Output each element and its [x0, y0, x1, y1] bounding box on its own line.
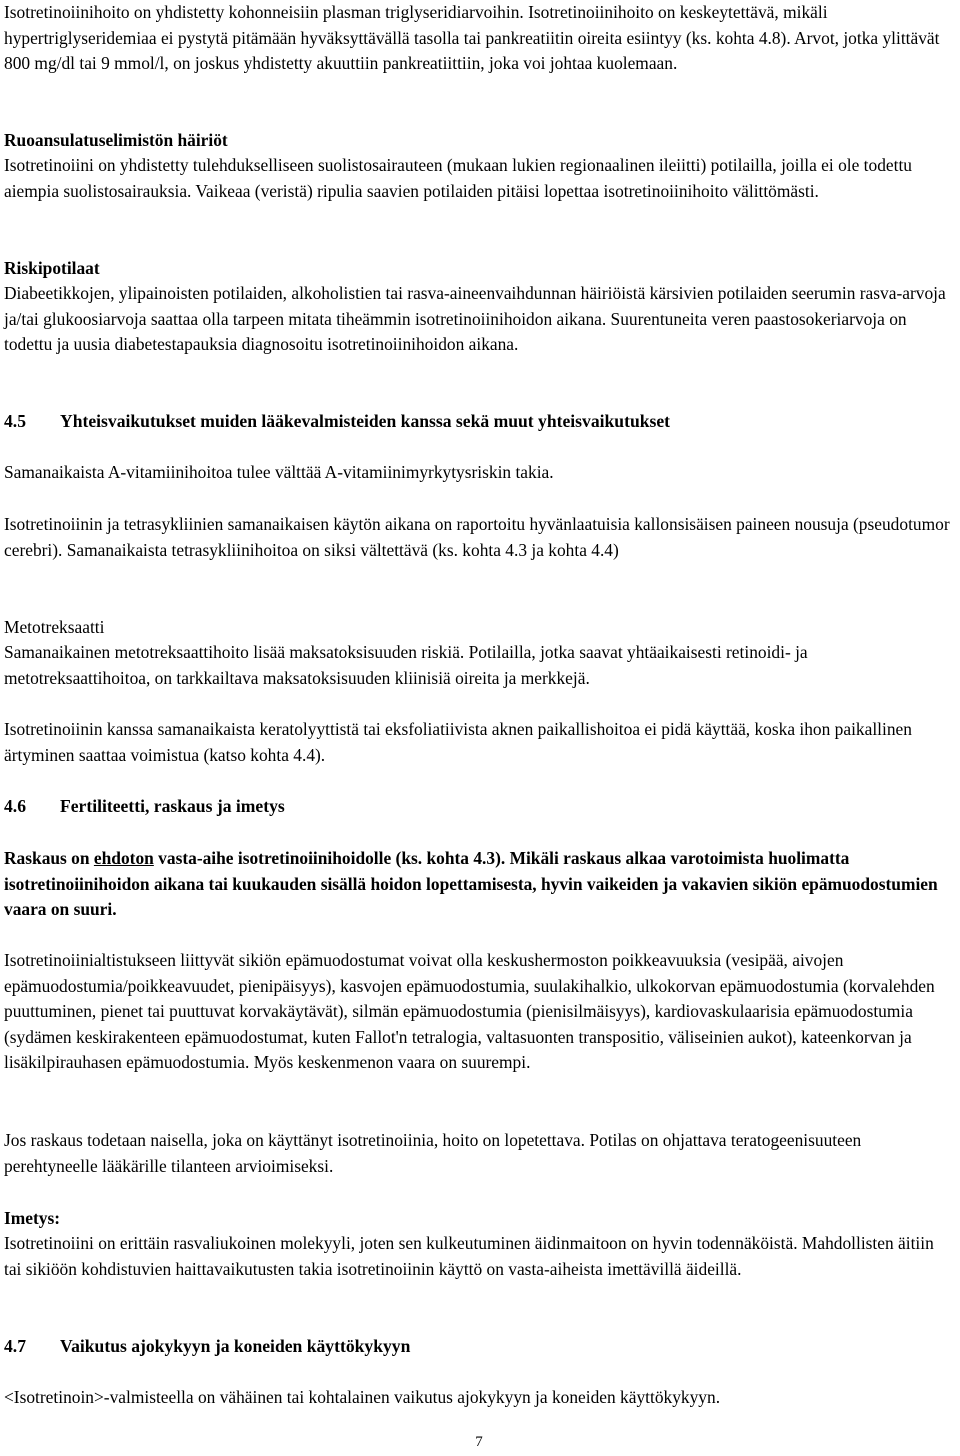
paragraph-risk-patients: Diabeetikkojen, ylipainoisten potilaiden, alkoholistien tai rasva-aineenvaihdunnan häiriöistä kärsivien potilaiden seerumin rasva-arvoja ja/tai glukoosiarvoja saattaa olla tarpeen mitata tiheämmin isotretinoiinihoidon aikana. Suurentuneita veren paastosokeriarvoja on todettu ja uusia diabetestapauksia diagnosoitu isotretinoiinihoidon aikana. — [4, 283, 946, 355]
paragraph-methotrexate: Samanaikainen metotreksaattihoito lisää maksatoksisuuden riskiä. Potilailla, jotka saavat yhtäaikaisesti retinoidi- ja metotreksaattihoitoa, on tarkkailtava maksatoksisuuden kliinisiä oireita ja merkkejä. — [4, 642, 808, 688]
section-number: 4.6 — [4, 796, 26, 816]
section-number: 4.7 — [4, 1336, 26, 1356]
paragraph-pregnancy-detected: Jos raskaus todetaan naisella, joka on käyttänyt isotretinoiinia, hoito on lopetettava. Potilas on ohjattava teratogeenisuuteen perehtyneelle lääkärille tilanteen arvioimiseksi. — [4, 1130, 862, 1176]
heading-lactation: Imetys: — [4, 1208, 61, 1228]
heading-risk-patients: Riskipotilaat — [4, 258, 100, 278]
section-heading-4-5 — [4, 409, 954, 435]
paragraph-malformations: Isotretinoiinialtistukseen liittyvät sikiön epämuodostumat voivat olla keskushermoston poikkeavuuksia (vesipää, aivojen epämuodostumia/poikkeavuudet, pienipäisyys), kasvojen epämuodostumia, suulakihalkio, ulkokorvan epämuodostumia (korvalehden puuttuminen, pienet tai puuttuvat korvakäytävät), silmän epämuodostumia (pienisilmäisyys), kardiovaskulaarisia epämuodostumia (sydämen keskirakenteen epämuodostumat, kuten Fallot'n tetralogia, valtasuonten transpositio, väliseinien aukot), kateenkorvan ja lisäkilpirauhasen epämuodostumia. Myös keskenmenon vaara on suurempi. — [4, 950, 935, 1073]
pregnancy-text-start: Raskaus on — [4, 848, 94, 868]
paragraph-pregnancy-warning — [4, 846, 954, 923]
paragraph-tetracyclines: Isotretinoiinin ja tetrasykliinien samanaikaisen käytön aikana on raportoitu hyvänlaatuisia kallonsisäisen paineen nousuja (pseudotumor cerebri). Samanaikaista tetrasykliinihoitoa on siksi vältettävä (ks. kohta 4.3 ja kohta 4.4) — [4, 514, 950, 560]
pregnancy-text-end: vasta-aihe isotretinoiinihoidolle (ks. kohta 4.3). Mikäli raskaus alkaa varotoimista huolimatta isotretinoiinihoidon aikana tai kuukauden sisällä hoidon lopettamisesta, hyvin vaikeiden ja vakavien sikiön epämuodostumien vaara on suuri. — [4, 848, 938, 920]
section-title: Vaikutus ajokykyyn ja koneiden käyttökykyyn — [60, 1336, 411, 1356]
paragraph-keratolytic: Isotretinoiinin kanssa samanaikaista keratolyyttistä tai eksfoliatiivista aknen paikallishoitoa ei pidä käyttää, koska ihon paikallinen ärtyminen saattaa voimistua (katso kohta 4.4). — [4, 719, 912, 765]
section-title: Yhteisvaikutukset muiden lääkevalmisteiden kanssa sekä muut yhteisvaikutukset — [60, 411, 671, 431]
paragraph-gi-disorders: Isotretinoiini on yhdistetty tulehdukselliseen suolistosairauteen (mukaan lukien regionaalinen ileiitti) potilailla, joilla ei ole todettu aiempia suolistosairauksia. Vaikeaa (veristä) ripulia saavien potilaiden pitäisi lopettaa isotretinoiinihoito välittömästi. — [4, 155, 912, 201]
section-number: 4.5 — [4, 411, 26, 431]
paragraph-vitamin-a: Samanaikaista A-vitamiinihoitoa tulee välttää A-vitamiinimyrkytysriskin takia. — [4, 462, 554, 482]
paragraph-triglycerides: Isotretinoiinihoito on yhdistetty kohonneisiin plasman triglyseridiarvoihin. Isotretinoiinihoito on keskeytettävä, mikäli hypertriglyseridemiaa ei pystytä pitämään hyväksyttävällä tasolla tai pankreatiitin oireita esiintyy (ks. kohta 4.8). Arvot, jotka ylittävät 800 mg/dl tai 9 mmol/l, on joskus yhdistetty akuuttiin pankreatiittiin, joka voi johtaa kuolemaan. — [4, 2, 940, 74]
section-heading-4-6 — [4, 794, 954, 820]
paragraph-driving: <Isotretinoin>-valmisteella on vähäinen tai kohtalainen vaikutus ajokykyyn ja koneiden käyttökykyyn. — [4, 1387, 721, 1407]
paragraph-lactation: Isotretinoiini on erittäin rasvaliukoinen molekyyli, joten sen kulkeutuminen äidinmaitoon on hyvin todennäköistä. Mahdollisten äitiin tai sikiöön kohdistuvien haittavaikutusten takia isotretinoiinin käyttö on vasta-aiheista imettävillä äideillä. — [4, 1233, 934, 1279]
page-number: 7 — [475, 1434, 483, 1450]
pregnancy-emphasis: ehdoton — [93, 848, 154, 868]
section-heading-4-7 — [4, 1334, 954, 1360]
heading-methotrexate: Metotreksaatti — [4, 617, 105, 637]
heading-gi-disorders: Ruoansulatuselimistön häiriöt — [4, 130, 228, 150]
section-title: Fertiliteetti, raskaus ja imetys — [60, 796, 285, 816]
